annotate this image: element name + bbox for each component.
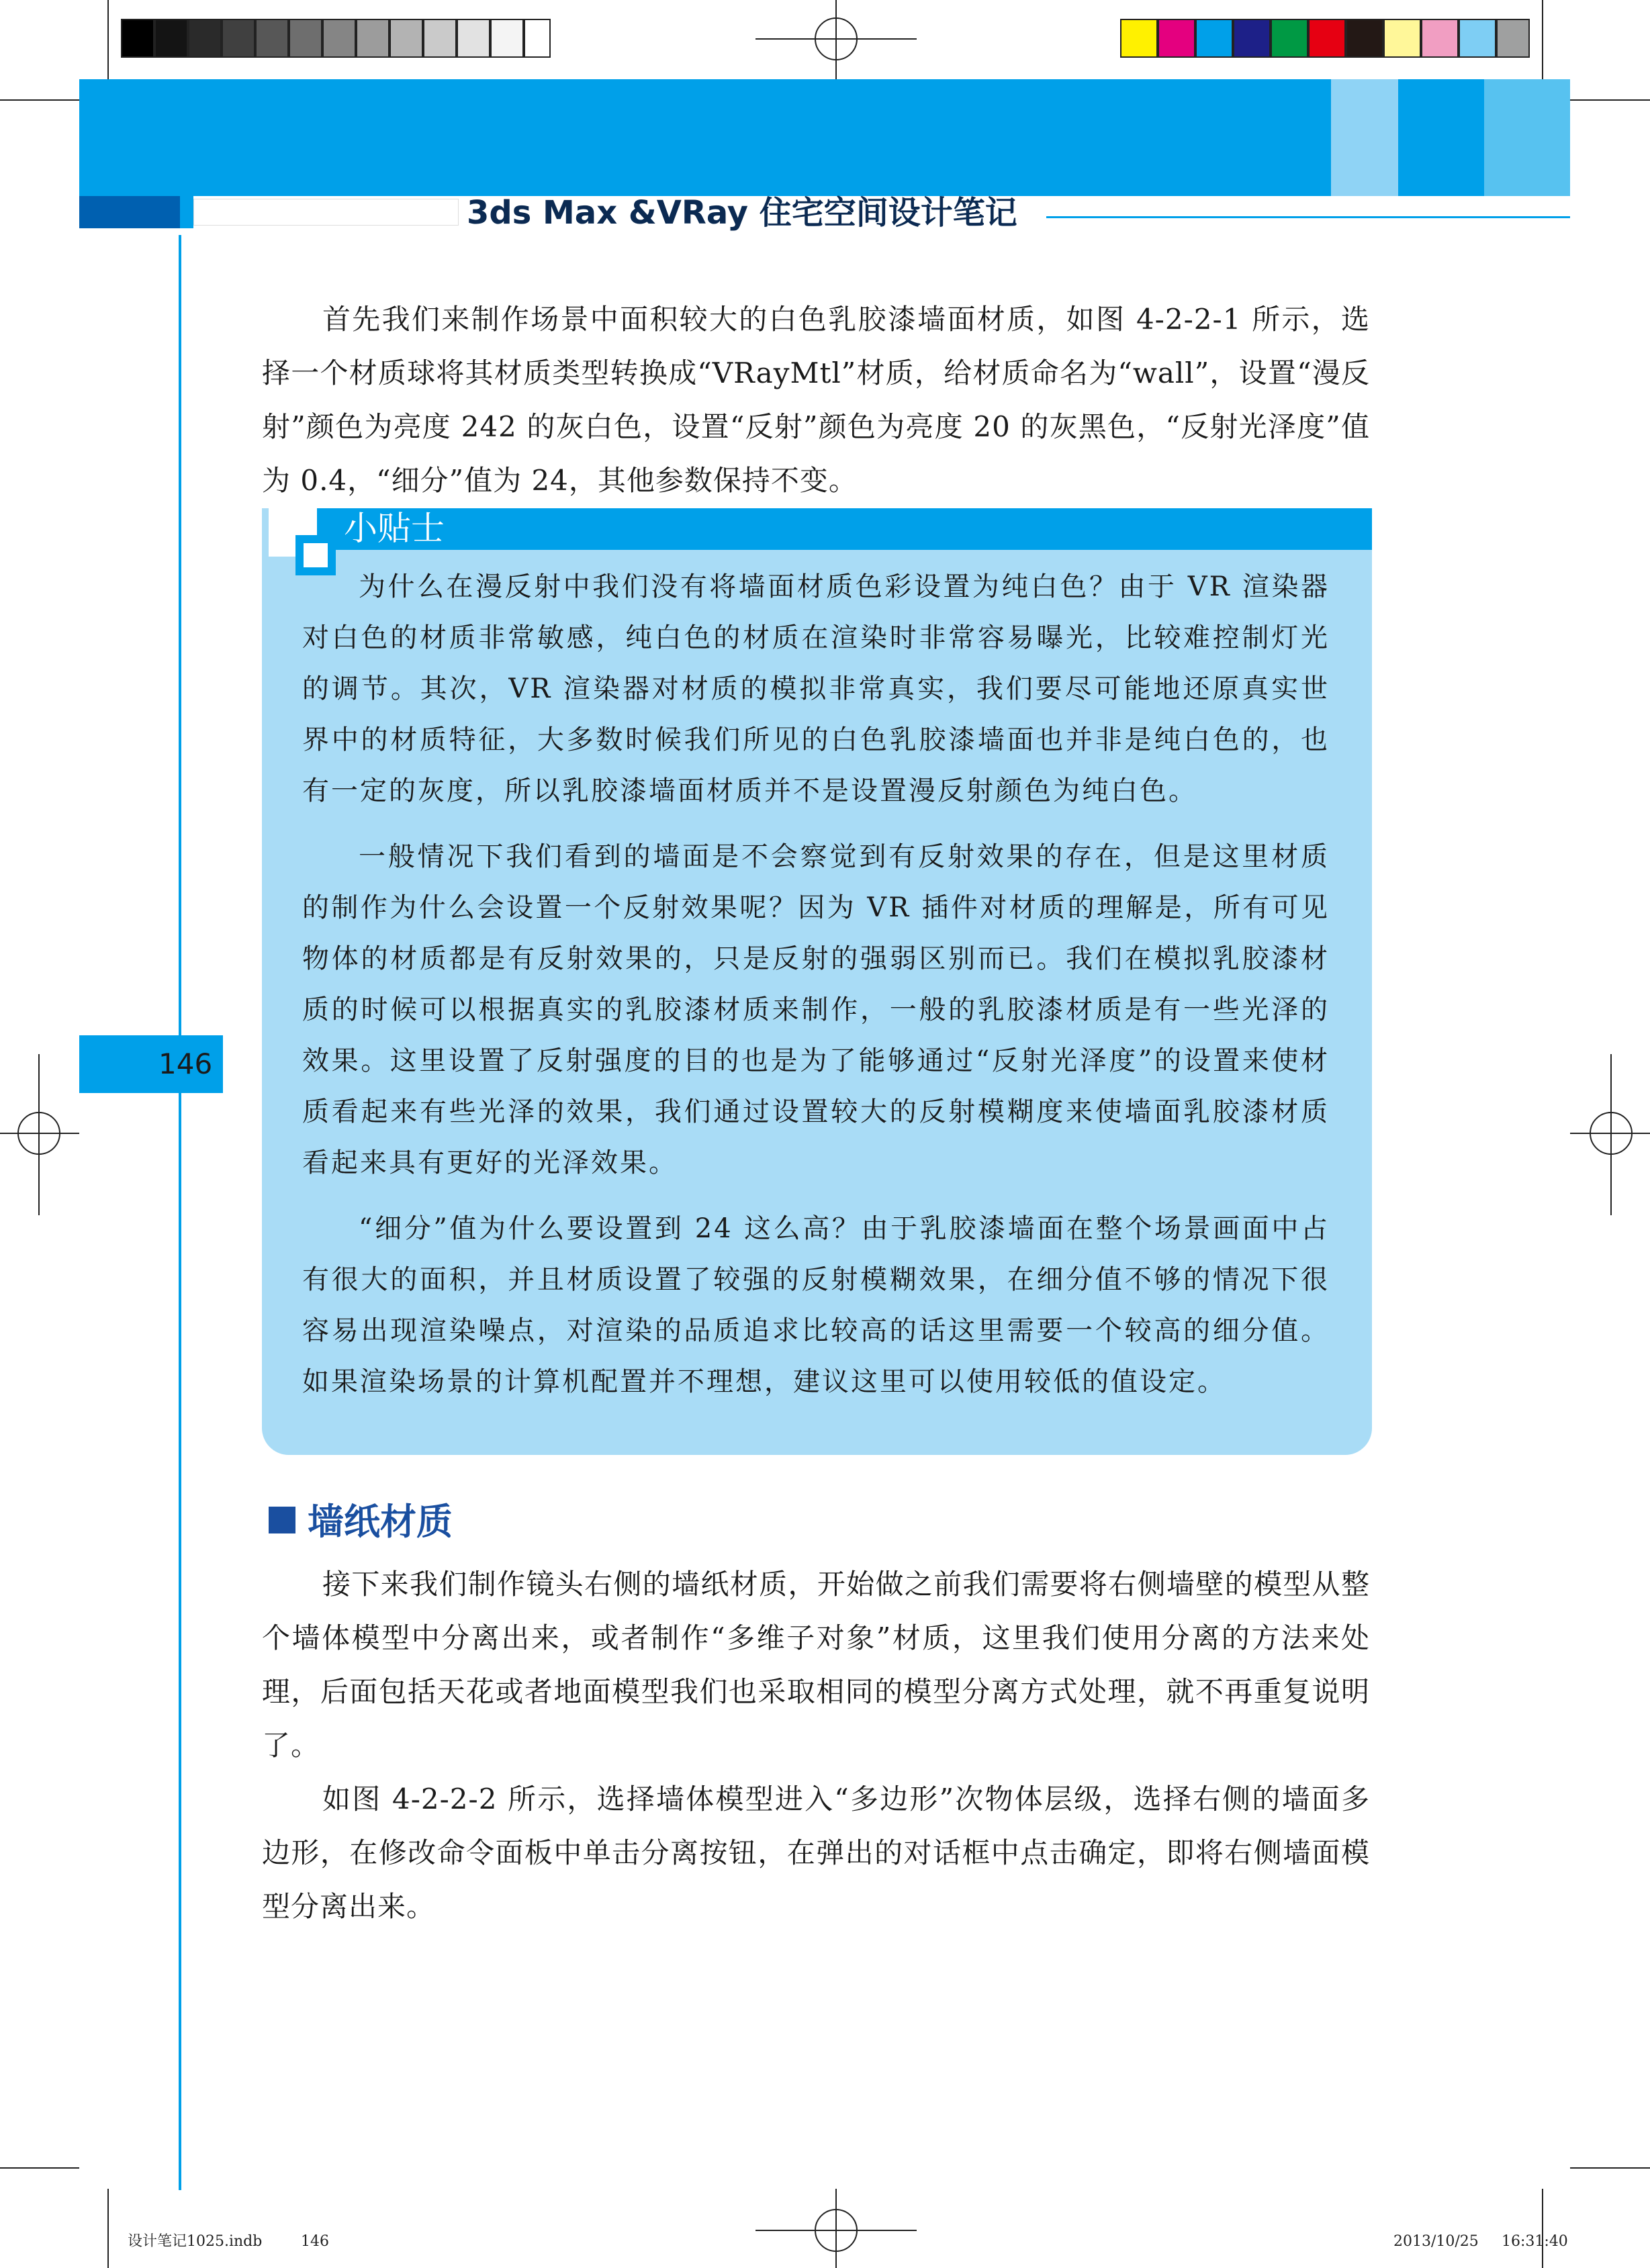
footer-date: 2013/10/25	[1393, 2233, 1479, 2250]
page-number-tab	[79, 1035, 223, 1093]
tip-paragraph-2: 一般情况下我们看到的墙面是不会察觉到有反射效果的存在，但是这里材质的制作为什么会设置一个反射效果呢？因为 VR 插件对材质的理解是，所有可见物体的材质都是有反射效果的，只是反射的强弱区别而已。我们在模拟乳胶漆材质的时候可以根据真实的乳胶漆材质来制作，一般的乳胶漆材质是有一些光泽的效果。这里设置了反射强度的目的也是为了能够通过“反射光泽度”的设置来使材质看起来有些光泽的效果，我们通过设置较大的反射模糊度来使墙面乳胶漆材质看起来具有更好的光泽效果。	[302, 841, 1330, 1178]
tip-paragraph-3: “细分”值为什么要设置到 24 这么高？由于乳胶漆墙面在整个场景画面中占有很大的面积，并且材质设置了较强的反射模糊效果，在细分值不够的情况下很容易出现渲染噪点，对渲染的品质追求比较高的话这里需要一个较高的细分值。如果渲染场景的计算机配置并不理想，建议这里可以使用较低的值设定。	[302, 1213, 1330, 1397]
section-paragraph-2: 如图 4-2-2-2 所示，选择墙体模型进入“多边形”次物体层级，选择右侧的墙面多边形，在修改命令面板中单击分离按钮，在弹出的对话框中点击确定，即将右侧墙面模型分离出来。	[262, 1783, 1370, 1923]
footer-file-page: 146	[301, 2233, 329, 2250]
left-margin-rule	[179, 235, 181, 2190]
section-heading-bullet	[269, 1507, 295, 1533]
tip-paragraph-1: 为什么在漫反射中我们没有将墙面材质色彩设置为纯白色？由于 VR 渲染器对白色的材质非常敏感，纯白色的材质在渲染时非常容易曝光，比较难控制灯光的调节。其次，VR 渲染器对材质的模拟非常真实，我们要尽可能地还原真实世界中的材质特征，大多数时候我们所见的白色乳胶漆墙面也并非是纯白色的，也有一定的灰度，所以乳胶漆墙面材质并不是设置漫反射颜色为纯白色。	[302, 571, 1330, 806]
tip-title: 小贴士	[344, 509, 445, 548]
section-heading: 墙纸材质	[308, 1500, 453, 1543]
intro-paragraph: 首先我们来制作场景中面积较大的白色乳胶漆墙面材质，如图 4-2-2-1 所示，选择一个材质球将其材质类型转换成“VRayMtl”材质，给材质命名为“wall”，设置“漫反射”颜色为亮度 242 的灰白色，设置“反射”颜色为亮度 20 的灰黑色，“反射光泽度”值为 0.4，“细分”值为 24，其他参数保持不变。	[262, 303, 1370, 497]
page-number: 146	[158, 1047, 213, 1080]
footer-time: 16:31:40	[1502, 2233, 1568, 2250]
header-title: 3ds Max &VRay 住宅空间设计笔记	[467, 194, 1017, 232]
section-paragraph-1: 接下来我们制作镜头右侧的墙纸材质，开始做之前我们需要将右侧墙壁的模型从整个墙体模型中分离出来，或者制作“多维子对象”材质，这里我们使用分离的方法来处理，后面包括天花或者地面模型我们也采取相同的模型分离方式处理，就不再重复说明了。	[262, 1568, 1370, 1762]
footer-file-name: 设计笔记1025.indb	[128, 2233, 263, 2250]
tip-header-bar	[289, 508, 1372, 550]
